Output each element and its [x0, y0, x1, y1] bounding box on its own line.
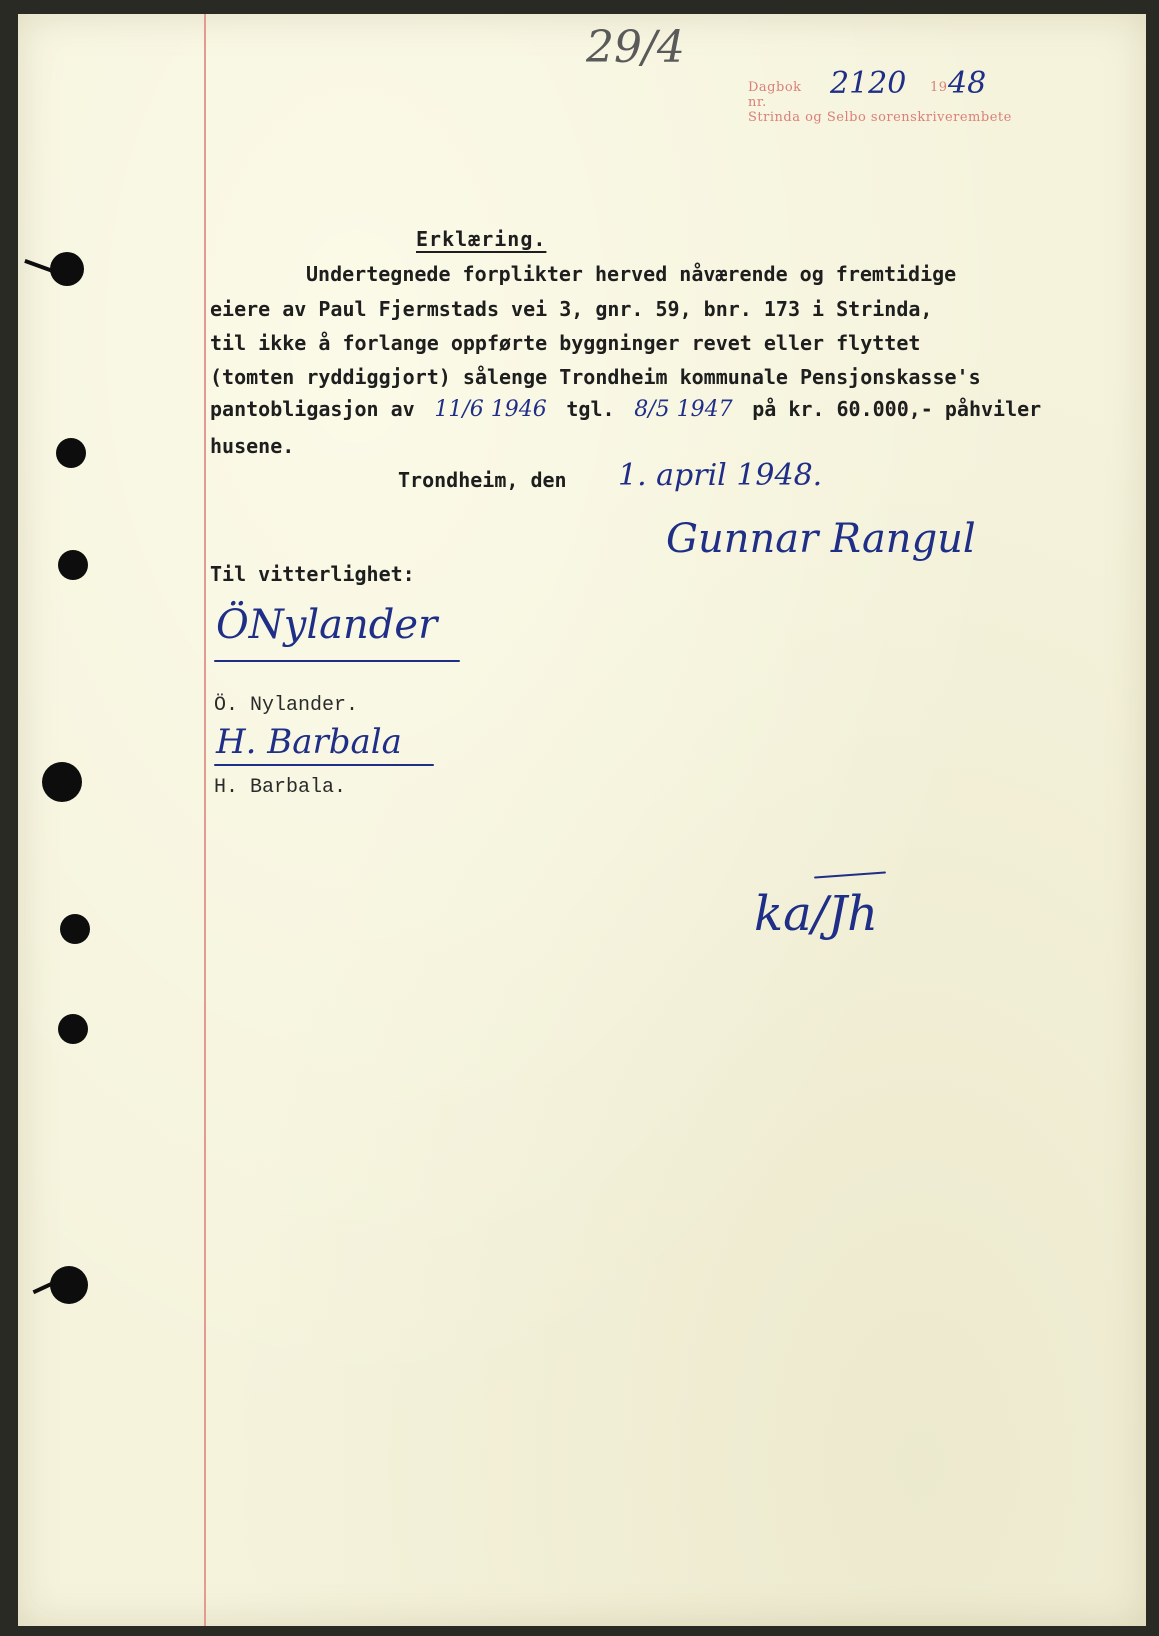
body-line-3: til ikke å forlange oppførte byggninger revet eller flyttet: [210, 331, 921, 355]
stamp-year-prefix: 19: [930, 80, 948, 95]
body-line-2: eiere av Paul Fjermstads vei 3, gnr. 59, bnr. 173 i Strinda,: [210, 297, 933, 321]
witness-1-signature-underline: [214, 660, 460, 662]
body-line-5-start: pantobligasjon av: [210, 397, 415, 421]
stamp-label: Dagbok nr.: [748, 80, 802, 110]
body-line-5-middle: tgl.: [566, 397, 615, 421]
binder-hole: [50, 252, 84, 286]
body-line-1: Undertegnede forplikter herved nåværende og fremtidige: [306, 262, 957, 286]
body-line-5-end: på kr. 60.000,- påhviler: [752, 397, 1042, 421]
handwritten-signing-date: 1. april 1948.: [618, 458, 823, 493]
binder-hole: [42, 762, 82, 802]
document-title: Erklæring.: [416, 227, 547, 251]
margin-line: [204, 14, 206, 1626]
body-line-6: husene.: [210, 434, 295, 458]
handwritten-date-1: 11/6 1946: [434, 397, 547, 422]
declarant-signature: Gunnar Rangul: [666, 516, 976, 562]
witness-1-name: Ö. Nylander.: [214, 694, 359, 717]
stamp-office: Strinda og Selbo sorenskriverembete: [748, 110, 1012, 125]
document-page: [18, 14, 1146, 1626]
handwritten-date: 29/4: [586, 22, 685, 73]
binder-hole: [58, 1014, 88, 1044]
body-line-5: [210, 397, 1041, 422]
binder-hole: [56, 438, 86, 468]
binder-hole: [58, 550, 88, 580]
annotation-initials: ka/Jh: [754, 886, 879, 942]
binder-hole: [60, 914, 90, 944]
annotation-overline: [814, 871, 886, 878]
stamp-year: 48: [948, 66, 987, 101]
place-and-date-typed: Trondheim, den: [398, 468, 567, 492]
binder-hole: [50, 1266, 88, 1304]
body-line-4: (tomten ryddiggjort) sålenge Trondheim kommunale Pensjonskasse's: [210, 365, 981, 389]
witness-2-name: H. Barbala.: [214, 776, 347, 799]
witness-label: Til vitterlighet:: [210, 562, 415, 586]
stamp-number: 2120: [830, 66, 907, 101]
witness-2-signature-underline: [214, 764, 434, 766]
witness-1-signature: ÖNylander: [216, 602, 438, 648]
handwritten-date-2: 8/5 1947: [634, 397, 733, 422]
witness-2-signature: H. Barbala: [216, 722, 402, 762]
